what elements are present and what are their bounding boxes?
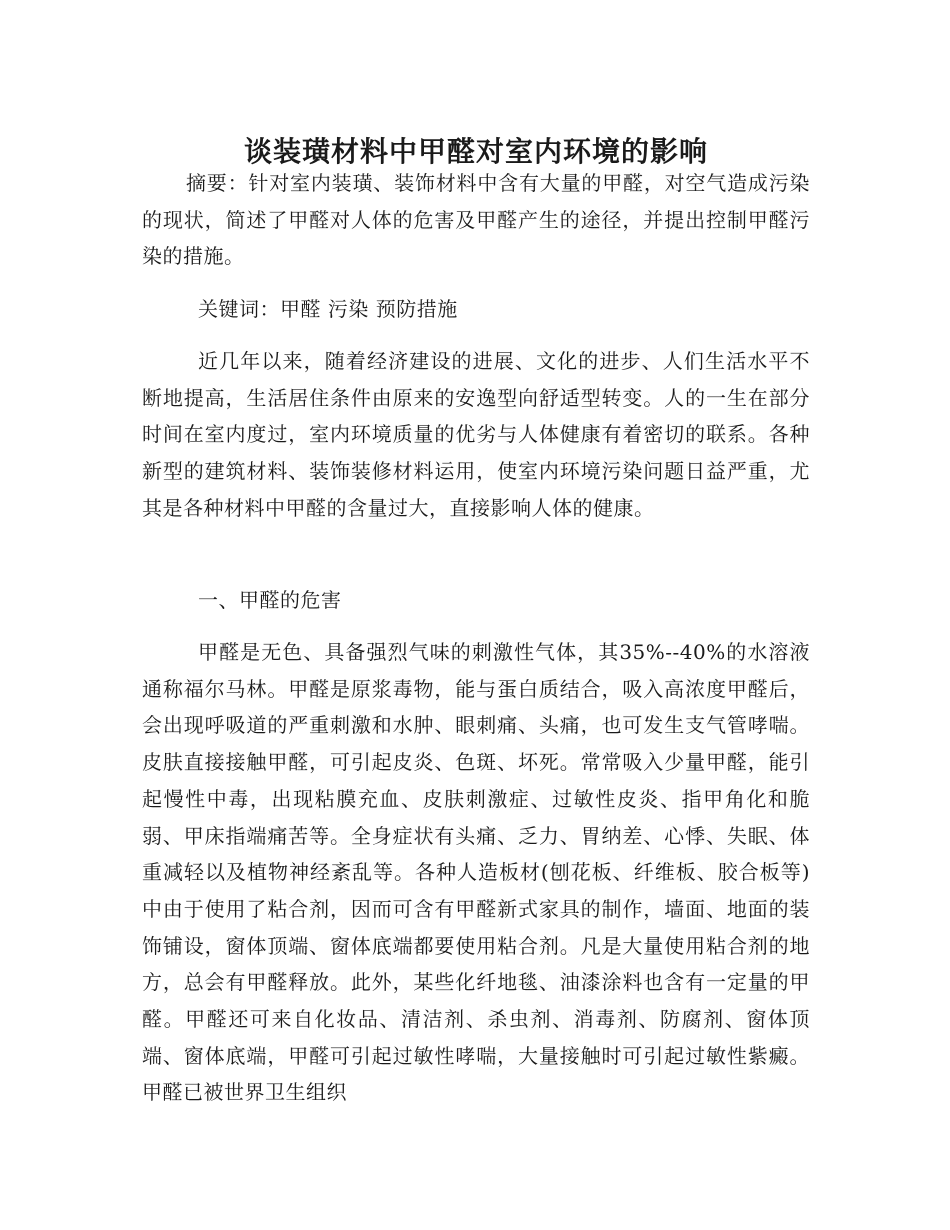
- section-body-paragraph: 甲醛是无色、具备强烈气味的刺激性气体，其35%--40%的水溶液通称福尔马林。甲醛是原浆毒物，能与蛋白质结合，吸入高浓度甲醛后，会出现呼吸道的严重刺激和水肿、眼刺痛、头痛，也可发生支气管哮喘。皮肤直接接触甲醛，可引起皮炎、色斑、坏死。常常吸入少量甲醛，能引起慢性中毒，出现粘膜充血、皮肤刺激症、过敏性皮炎、指甲角化和脆弱、甲床指端痛苦等。全身症状有头痛、乏力、胃纳差、心悸、失眠、体重减轻以及植物神经紊乱等。各种人造板材(刨花板、纤维板、胶合板等)中由于使用了粘合剂，因而可含有甲醛新式家具的制作，墙面、地面的装饰铺设，窗体顶端、窗体底端都要使用粘合剂。凡是大量使用粘合剂的地方，总会有甲醛释放。此外，某些化纤地毯、油漆涂料也含有一定量的甲醛。甲醛还可来自化妆品、清洁剂、杀虫剂、消毒剂、防腐剂、窗体顶端、窗体底端，甲醛可引起过敏性哮喘，大量接触时可引起过敏性紫癜。甲醛已被世界卫生组织: [142, 640, 810, 1105]
- keywords-line: 关键词：甲醛 污染 预防措施: [198, 297, 458, 321]
- abstract-paragraph: 摘要：针对室内装璜、装饰材料中含有大量的甲醛，对空气造成污染的现状，简述了甲醛对人体的危害及甲醛产生的途径，并提出控制甲醛污染的措施。: [142, 171, 810, 269]
- document-title: 谈装璜材料中甲醛对室内环境的影响: [243, 134, 708, 168]
- intro-paragraph: 近几年以来，随着经济建设的进展、文化的进步、人们生活水平不断地提高，生活居住条件由原来的安逸型向舒适型转变。人的一生在部分时间在室内度过，室内环境质量的优劣与人体健康有着密切的联系。各种新型的建筑材料、装饰装修材料运用，使室内环境污染问题日益严重，尤其是各种材料中甲醛的含量过大，直接影响人体的健康。: [142, 349, 810, 520]
- section-heading: 一、甲醛的危害: [198, 588, 342, 612]
